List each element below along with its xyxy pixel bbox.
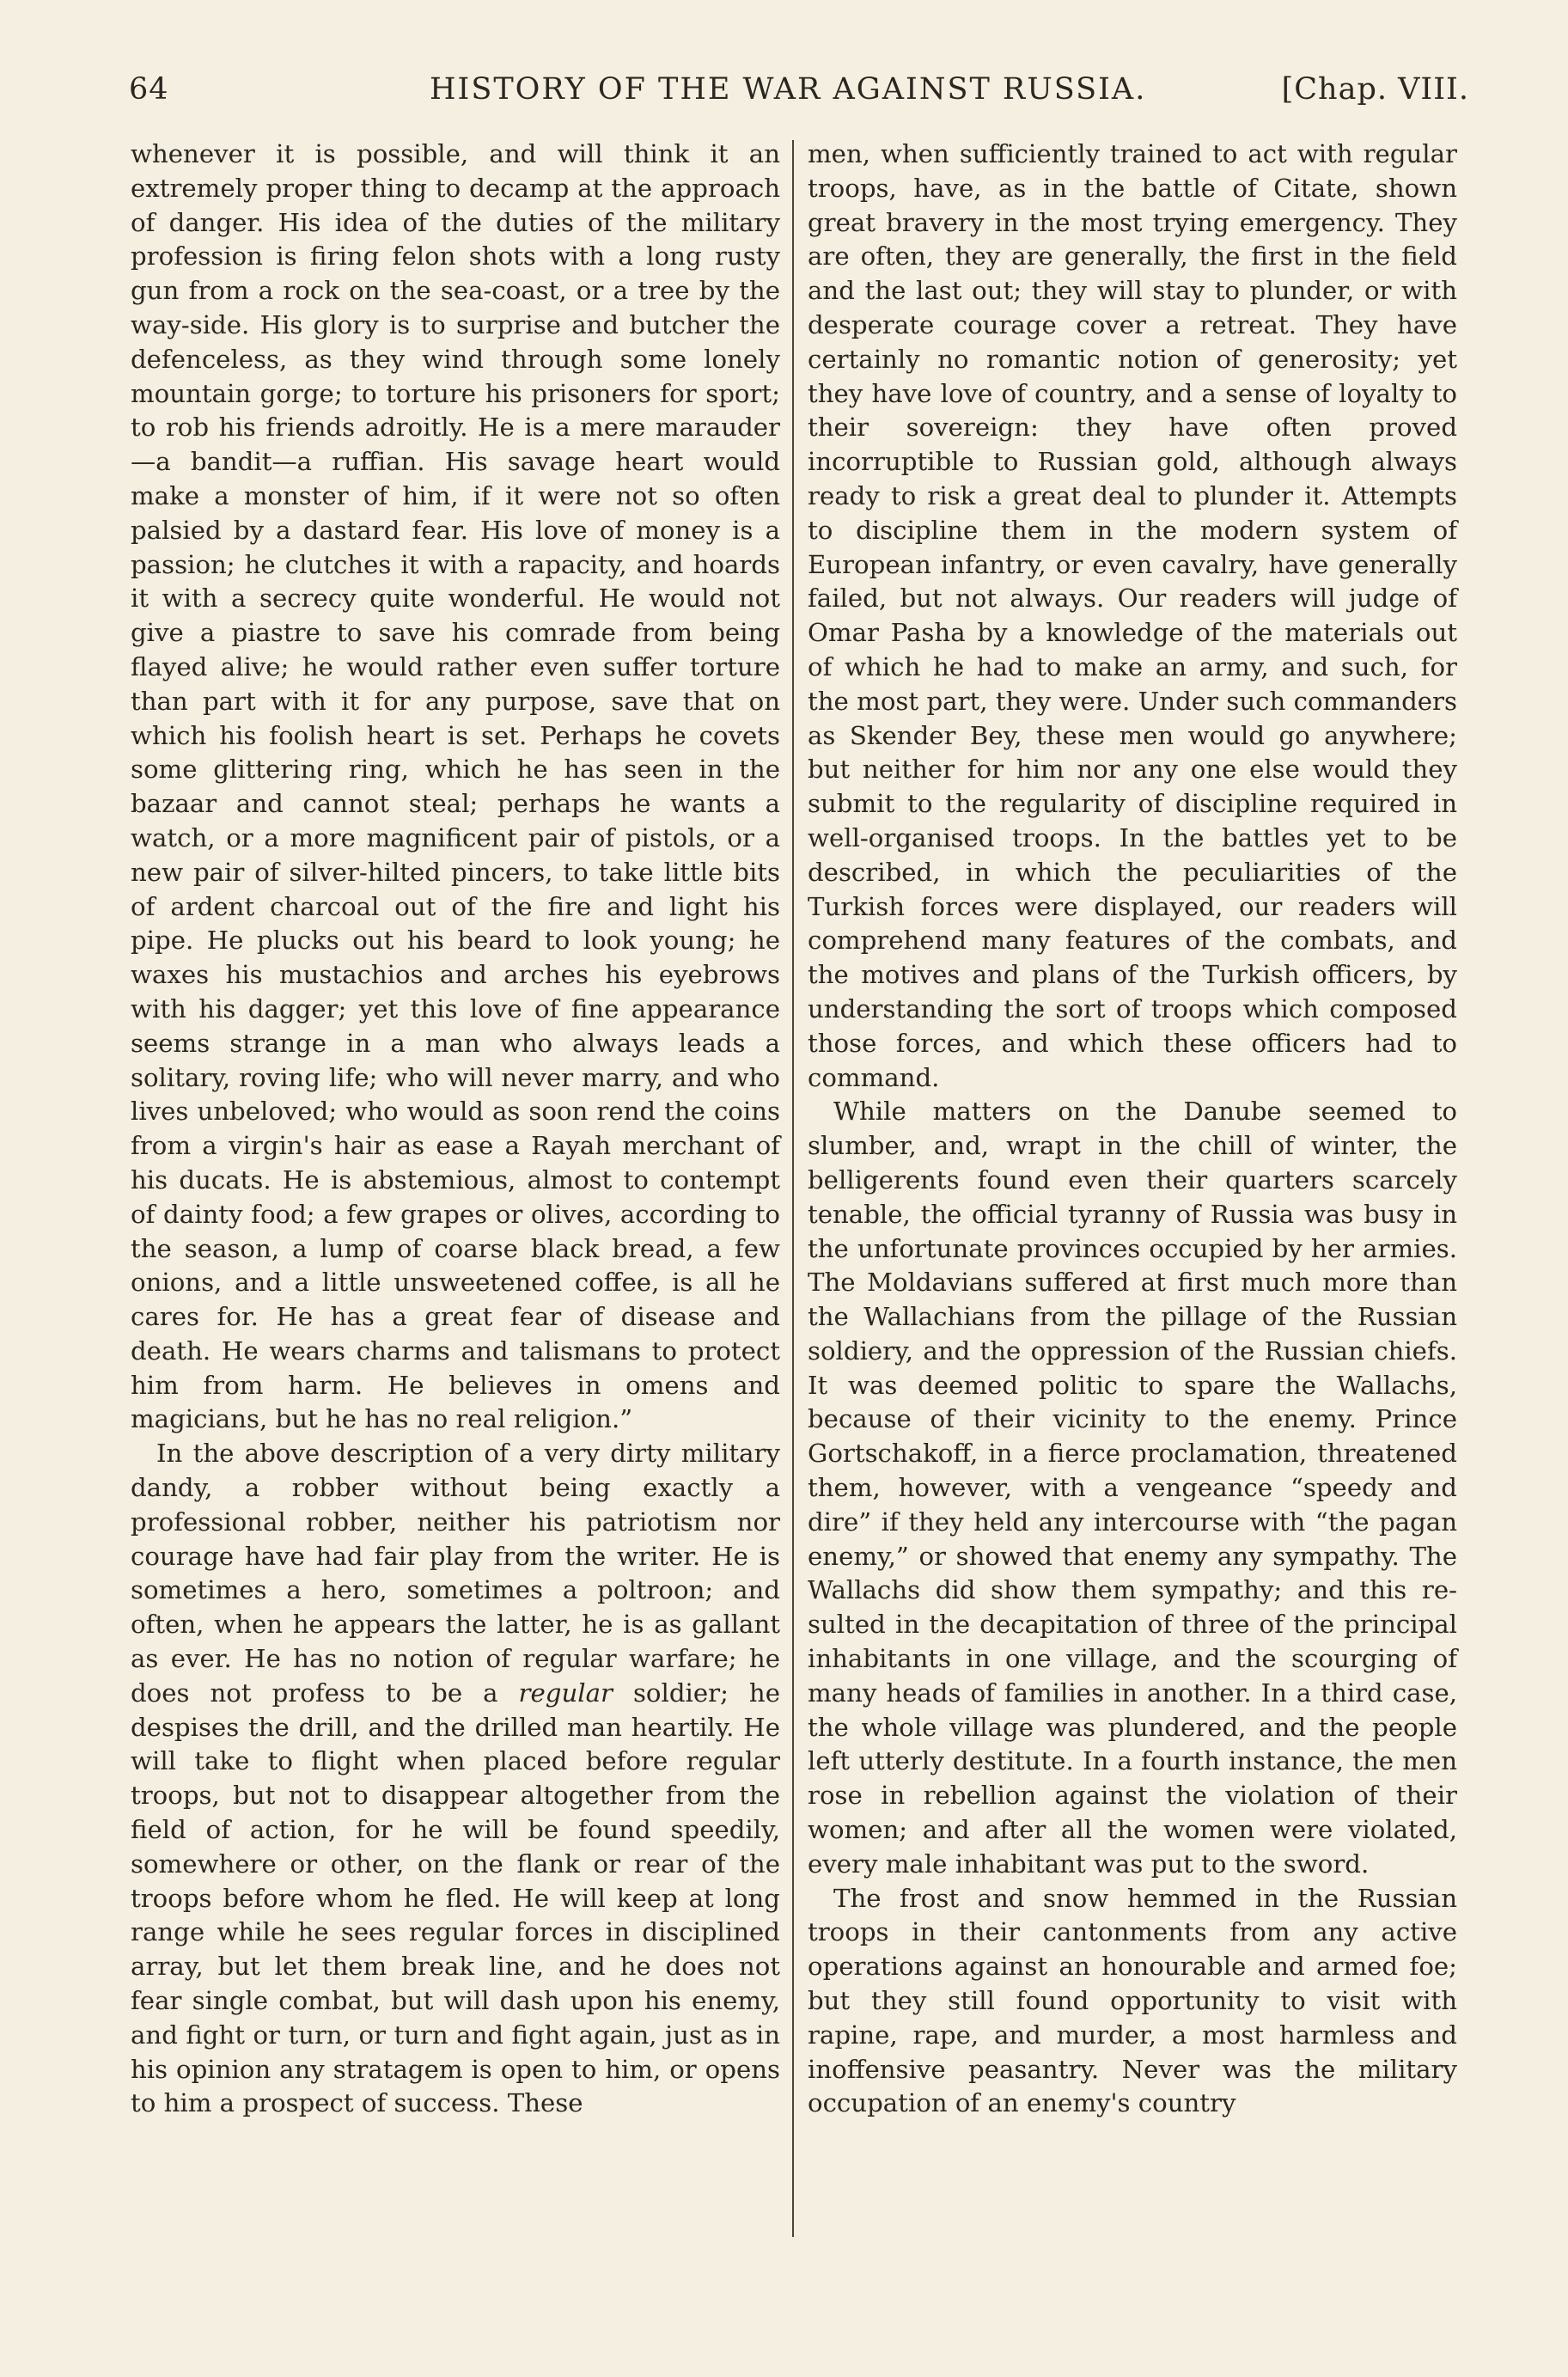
left-paragraph-2-text-b: soldier; he despises the drill, and the drilled man heartily. He will take to flight when placed before regular troops, but not to disappear altogether from the field of action, for he will be found speedily, somewhere or other, on the flank or rear of the troops before whom he fled. He will keep at long range while he sees regular forces in disciplined array, but let them break line, and he does not fear single combat, but will dash upon his enemy, and fight or turn, or turn and fight again, just as in his opinion any stratagem is open to him, or opens to him a prospect of success. These xyxy=(131,1677,780,2118)
left-column xyxy=(131,137,780,2121)
right-paragraph-3: The frost and snow hemmed in the Russian troops in their cantonments from any active operations against an honourable and armed foe; but they still found opportunity to visit with rapine, rape, and murder, a most harmless and inoffensive peasantry. Never was the military occupation of an enemy's country xyxy=(808,1883,1457,2118)
left-paragraph-2 xyxy=(131,1437,780,2121)
left-paragraph-1: whenever it is possible, and will think it an extremely proper thing to decamp at the approach of danger. His idea of the duties of the military profession is firing felon shots with a long rusty gun from a rock on the sea-coast, or a tree by the way-side. His glory is to surprise and butcher the defenceless, as they wind through some lonely mountain gorge; to torture his prisoners for sport; to rob his friends adroitly. He is a mere marauder—a bandit—a ruffian. His savage heart would make a monster of him, if it were not so often palsied by a dastard fear. His love of money is a passion; he clutches it with a rapacity, and hoards it with a secrecy quite wonderful. He would not give a piastre to save his comrade from being flayed alive; he would rather even suffer torture than part with it for any purpose, save that on which his foolish heart is set. Perhaps he covets some glittering ring, which he has seen in the bazaar and cannot steal; perhaps he wants a watch, or a more magnificent pair of pistols, or a new pair of silver-hilted pincers, to take little bits of ardent charcoal out of the fire and light his pipe. He plucks out his beard to look young; he waxes his mustachios and arches his eyebrows with his dagger; yet this love of fine appearance seems strange in a man who always leads a solitary, roving life; who will never marry, and who lives unbeloved; who would as soon rend the coins from a virgin's hair as ease a Rayah merchant of his ducats. He is abstemious, almost to contempt of dainty food; a few grapes or olives, according to the season, a lump of coarse black bread, a few onions, and a little unsweetened coffee, is all he cares for. He has a great fear of disease and death. He wears charms and talismans to protect him from harm. He believes in omens and magicians, but he has no real religion.” xyxy=(131,139,780,1434)
right-column xyxy=(808,137,1457,2121)
running-title: HISTORY OF THE WAR AGAINST RUSSIA. xyxy=(430,72,1147,107)
left-paragraph-2-text-a: In the above description of a very dirty military dandy, a robber without being exactly a professional robber, neither his patriotism nor courage have had fair play from the writer. He is sometimes a hero, sometimes a poltroon; and often, when he appears the latter, he is as gallant as ever. He has no notion of regular warfare; he does not profess to be a xyxy=(131,1439,780,1708)
column-divider xyxy=(792,140,794,2237)
regular-italic-word: regular xyxy=(518,1677,613,1708)
page-header xyxy=(129,62,1469,113)
page-number: 64 xyxy=(129,72,169,107)
right-paragraph-2: While matters on the Danube seemed to slumber, and, wrapt in the chill of winter, the belligerents found even their quarters scarcely tenable, the official tyranny of Russia was busy in the unfortunate provinces occupied by her armies. The Moldavians suffered at first much more than the Wallachians from the pillage of the Russian soldiery, and the oppression of the Russian chiefs. It was deemed politic to spare the Wallachs, because of their vicinity to the enemy. Prince Gortschakoff, in a fierce proclamation, threatened them, however, with a vengeance “speedy and dire” if they held any intercourse with “the pagan enemy,” or showed that enemy any sympathy. The Wallachs did show them sympathy; and this resulted in the decapitation of three of the principal inhabitants in one village, and the scourging of many heads of families in another. In a third case, the whole village was plundered, and the people left utterly destitute. In a fourth instance, the men rose in rebellion against the violation of their women; and after all the women were violated, every male inhabitant was put to the sword. xyxy=(808,1097,1457,1879)
right-paragraph-1: men, when sufficiently trained to act with regular troops, have, as in the battle of Citate, shown great bravery in the most trying emergency. They are often, they are generally, the first in the field and the last out; they will stay to plunder, or with desperate courage cover a retreat. They have certainly no romantic notion of generosity; yet they have love of country, and a sense of loyalty to their sovereign: they have often proved incorruptible to Russian gold, although always ready to risk a great deal to plunder it. Attempts to discipline them in the modern system of European infantry, or even cavalry, have generally failed, but not always. Our readers will judge of Omar Pasha by a knowledge of the materials out of which he had to make an army, and such, for the most part, they were. Under such commanders as Skender Bey, these men would go anywhere; but neither for him nor any one else would they submit to the regularity of discipline required in well-organised troops. In the battles yet to be described, in which the peculiarities of the Turkish forces were displayed, our readers will comprehend many features of the combats, and the motives and plans of the Turkish officers, by understanding the sort of troops which composed those forces, and which these officers had to command. xyxy=(808,139,1457,1092)
chapter-label: [Chap. VIII. xyxy=(1281,72,1469,107)
